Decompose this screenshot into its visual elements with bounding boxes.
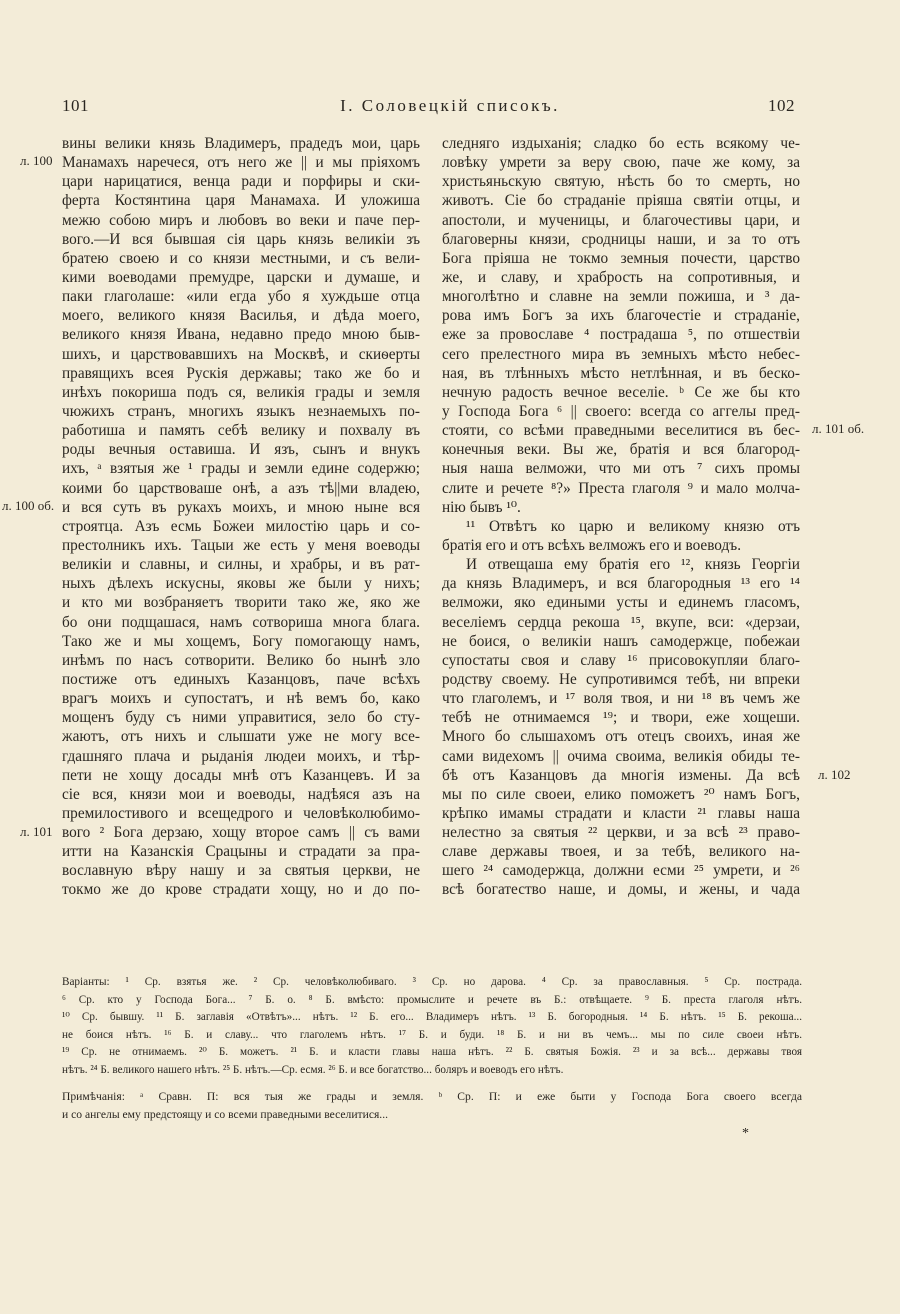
note-line: и со ангелы ему предстоящу и со всеми праведными веселитися... — [62, 1108, 388, 1121]
text-line: вины велики князь Владимеръ, прадедъ мои, царь — [62, 135, 420, 152]
text-line: врагъ моихъ и супостатъ, и нѣ вемъ бо, како — [62, 690, 420, 708]
text-line: ферта Костянтина царя Манамаха. И уложиша — [62, 192, 420, 210]
text-line: нію бывъ ¹⁰. — [442, 498, 521, 516]
margin-folio-note: л. 100 об. — [2, 498, 55, 513]
text-line: христьяньскую святую, нѣсть бо то смерть, но — [442, 173, 800, 191]
text-line: ныхъ дѣлехъ искусны, яковы же были у нихъ; — [62, 575, 420, 593]
text-line: слите и речете ⁸?» Преста глаголя ⁹ и мало молча- — [442, 479, 800, 497]
text-line: правящихъ всея Рускія державы; тако же бо и — [62, 364, 420, 382]
margin-folio-note: л. 100 — [20, 153, 53, 168]
text-line: славе державы твоея, и за тебѣ, великого на- — [442, 843, 800, 861]
text-line: сіе вся, князи мои и воеводы, надѣяся азъ на — [62, 785, 420, 803]
right-text-column — [442, 134, 800, 900]
text-line: и вся суть въ рукахъ моихъ, и мною ныне вся — [62, 498, 420, 516]
text-line: ловѣку умрети за веру свою, паче же кому, за — [442, 154, 800, 172]
text-line: пети не хощу досады мнѣ отъ Казанцевъ. И за — [62, 766, 420, 784]
text-line: бо они подщашася, намъ сотвориша многа блага. — [62, 613, 420, 631]
text-line: Много бо слышахомъ отъ отецъ своихъ, иная же — [442, 728, 800, 746]
text-line: ныя наша велможи, что ми отъ ⁷ сихъ промы — [442, 460, 800, 478]
text-line: не боися, о великіи нашъ самодержце, побежаи — [442, 632, 800, 650]
text-line: цари нарицатися, венца ради и порфиры и ски- — [62, 173, 420, 191]
text-line: апостоли, и мученицы, и благочестивы цари, и — [442, 211, 800, 229]
text-line: Тако же и мы хощемъ, Богу помогающу намъ, — [62, 632, 420, 650]
text-line: же, и славу, и храбрость на сопротивныя, и — [442, 268, 800, 286]
text-line: великого князя Ивана, недавно предо мною быв- — [62, 326, 420, 344]
text-line: паки глаголаше: «или егда убо я хуждьше отца — [62, 288, 420, 306]
text-line: инѣмъ по насъ сотворити. Велико бо нынѣ зло — [62, 651, 420, 669]
text-line: животъ. Сіе бо страданіе пріяша святіи отцы, и — [442, 192, 800, 210]
left-page-number: 101 — [62, 96, 89, 115]
variant-line: не боися нѣтъ. ¹⁶ Б. и славу... что глаголемъ нѣтъ. ¹⁷ Б. и буди. ¹⁸ Б. и ни въ чемъ... мы по силе своеи нѣтъ. — [62, 1028, 802, 1041]
margin-folio-note: л. 101 — [20, 824, 53, 839]
text-line: родству своему. Не супротивимся тебѣ, ни впреки — [442, 670, 800, 688]
chapter-heading-line: братія его и отъ всѣхъ велможъ его и воеводъ. — [442, 536, 742, 554]
text-line: и кто ми возбраняетъ творити тако же, яко же — [62, 594, 420, 612]
text-line: премилостивого и всещедрого и человѣколюбимо- — [62, 804, 420, 822]
text-line: мощенъ буду съ ними управитися, зело бо сту- — [62, 709, 420, 727]
text-line: что глаголемъ, и ¹⁷ воля твоя, и ни ¹⁸ въ чемъ же — [442, 690, 800, 708]
text-line: сами видехомъ || очима своима, великія обиды те- — [442, 747, 800, 765]
text-line: работиша и память себѣ велику и похвалу въ — [62, 422, 420, 440]
variant-line: ¹⁰ Ср. бывшу. ¹¹ Б. заглавія «Отвѣтъ»... нѣтъ. ¹² Б. его... Владимеръ нѣтъ. ¹³ Б. богородныя. ¹⁴ Б. нѣтъ. ¹⁵ Б. рекоша... — [62, 1011, 802, 1023]
text-line: моего, великого князя Василья, и дѣда моего, — [62, 307, 420, 325]
text-line: братею своею и со князи местными, и съ вели- — [62, 249, 420, 267]
text-line: мы по силе своеи, елико поможетъ ²⁰ намъ Богъ, — [442, 785, 800, 803]
text-line: нелестно за святыя ²² церкви, и за всѣ ²³ право- — [442, 824, 800, 842]
margin-folio-note: л. 102 — [818, 767, 851, 782]
text-line: токмо же до крове страдати хощу, но и до по- — [62, 881, 420, 899]
text-line: вого ² Бога дерзаю, хощу второе самъ || съ вами — [62, 824, 420, 842]
text-line: благоверны князи, сродницы наши, и за то отъ — [442, 230, 800, 248]
chapter-heading-line: ¹¹ Отвѣтъ ко царю и великому князю отъ — [466, 517, 800, 535]
text-line: да князь Владимеръ, и вся благородныя ¹³ его ¹⁴ — [442, 575, 800, 593]
running-title: I. Соловецкiй списокъ. — [340, 96, 560, 115]
variant-line: нѣтъ. ²⁴ Б. великого нашего нѣтъ. ²⁵ Б. нѣтъ.—Ср. есмя. ²⁶ Б. и все богатство... боляръ и воеводъ его нѣтъ. — [62, 1063, 564, 1076]
text-line: вого.—И вся бывшая сія царь князь великіи зъ — [62, 230, 420, 248]
text-line: И отвещаша ему братія его ¹², князь Георгіи — [466, 556, 800, 574]
left-text-column — [62, 134, 420, 900]
text-line: межю собою миръ и любовъ во веки и паче пер- — [62, 211, 420, 229]
text-line: рова имъ Богъ за ихъ благочестіе и страданіе, — [442, 307, 800, 325]
variant-line: ¹⁹ Ср. не отнимаемъ. ²⁰ Б. можетъ. ²¹ Б. и класти главы наша нѣтъ. ²² Б. святыя Божія. ²³ и за всѣ... державы твоя — [62, 1046, 802, 1058]
text-line: конечныя веки. Вы же, братія и вся благород- — [442, 441, 800, 459]
note-line: Примѣчанія: ᵃ Сравн. П: вся тыя же грады и земля. ᵇ Ср. П: и еже быти у Господа Бога своего всегда — [62, 1090, 802, 1103]
text-line: шихъ, и царствовавшихъ на Москвѣ, и скиѳерты — [62, 345, 420, 363]
variant-line: ⁶ Ср. кто у Господа Бога... ⁷ Б. о. ⁸ Б. вмѣсто: промыслите и речете въ Б.: отвѣщаете. ⁹ Б. преста глаголя нѣтъ. — [62, 993, 802, 1006]
text-line: Манамахъ наречеся, отъ него же || и мы пріяхомъ — [62, 154, 420, 172]
text-line: роды вечныя оставиша. И язъ, сынъ и внукъ — [62, 441, 420, 459]
text-line: инѣхъ покориша подъ ся, великія грады и земля — [62, 383, 420, 401]
text-line: постиже отъ единыхъ Казанцовъ, паче всѣхъ — [62, 670, 420, 688]
text-line: супостаты своя и славу ¹⁶ присовокупляи благо- — [442, 651, 800, 669]
text-line: многолѣтно и славне на земли пожиша, и ³ да- — [442, 288, 800, 306]
text-line: еже за провославе ⁴ пострадаша ⁵, по отшествіи — [442, 326, 800, 344]
asterisk-mark: * — [742, 1126, 749, 1141]
text-line: бѣ отъ Казанцовъ да многія измены. Да всѣ — [442, 766, 800, 784]
text-line: у Господа Бога ⁶ || своего: всегда со аггелы пред- — [442, 402, 800, 420]
text-line: кими воеводами премудре, царски и думаше, и — [62, 268, 420, 286]
text-line: крѣпко имамы страдати и класти ²¹ главы наша — [442, 804, 800, 822]
variants-apparatus — [62, 974, 802, 1079]
text-line: следняго издыханія; сладко бо есть всякому че- — [442, 135, 800, 152]
text-line: тебѣ не отнимаемся ¹⁹; и твори, еже хощеши. — [442, 709, 800, 727]
text-line: гдашняго плача и рыданія людеи моихъ, и тѣр- — [62, 747, 420, 765]
text-line: коими бо царствоваше онѣ, а азъ тѣ||ми владею, — [62, 479, 420, 497]
text-line: итти на Казанскія Срацыны и страдати за пра- — [62, 843, 420, 861]
text-line: шего ²⁴ самодержца, должни есми ²⁵ умрети, и ²⁶ — [442, 862, 800, 880]
text-line: Бога пріяша не токмо земныя почести, царство — [442, 249, 800, 267]
editorial-notes — [62, 1088, 802, 1124]
text-line: веселіемъ сердца рекоша ¹⁵, вкупе, вси: «дерзаи, — [442, 613, 800, 631]
text-line: стояти, со всѣми праведными веселитися въ бес- — [442, 422, 800, 440]
right-page-number: 102 — [768, 96, 795, 115]
text-line: велможи, яко едиными усты и единемъ гласомъ, — [442, 594, 800, 612]
text-line: нечную радость вечное веселіе. ᵇ Се же бы кто — [442, 383, 800, 401]
text-line: сего прелестного мира въ земныхъ мѣсто небес- — [442, 345, 800, 363]
text-line: престолникъ ихъ. Тацыи же есть у меня воеводы — [62, 536, 420, 554]
text-line: великіи и славны, и силны, и храбры, и въ рат- — [62, 556, 420, 574]
text-line: вославную вѣру нашу и за святыя церкви, не — [62, 862, 420, 880]
margin-folio-note: л. 101 об. — [812, 421, 865, 436]
text-line: ихъ, ᵃ взятыя же ¹ грады и земли едине содержю; — [62, 460, 420, 478]
text-line: чюжихъ странъ, многихъ языкъ незнаемыхъ по- — [62, 402, 420, 420]
text-line: строятца. Азъ есмь Божеи милостію царь и со- — [62, 517, 420, 535]
text-line: ная, въ тлѣнныхъ мѣсто нетлѣнная, и въ беско- — [442, 364, 800, 382]
text-line: жаютъ, отъ нихъ и слышати уже не могу все- — [62, 728, 420, 746]
variant-line: Варіанты: ¹ Ср. взятья же. ² Ср. человѣколюбиваго. ³ Ср. но дарова. ⁴ Ср. за православныя. ⁵ Ср. пострада. — [62, 976, 802, 988]
text-line: всѣ богатество наше, и домы, и жены, и чада — [442, 881, 800, 899]
